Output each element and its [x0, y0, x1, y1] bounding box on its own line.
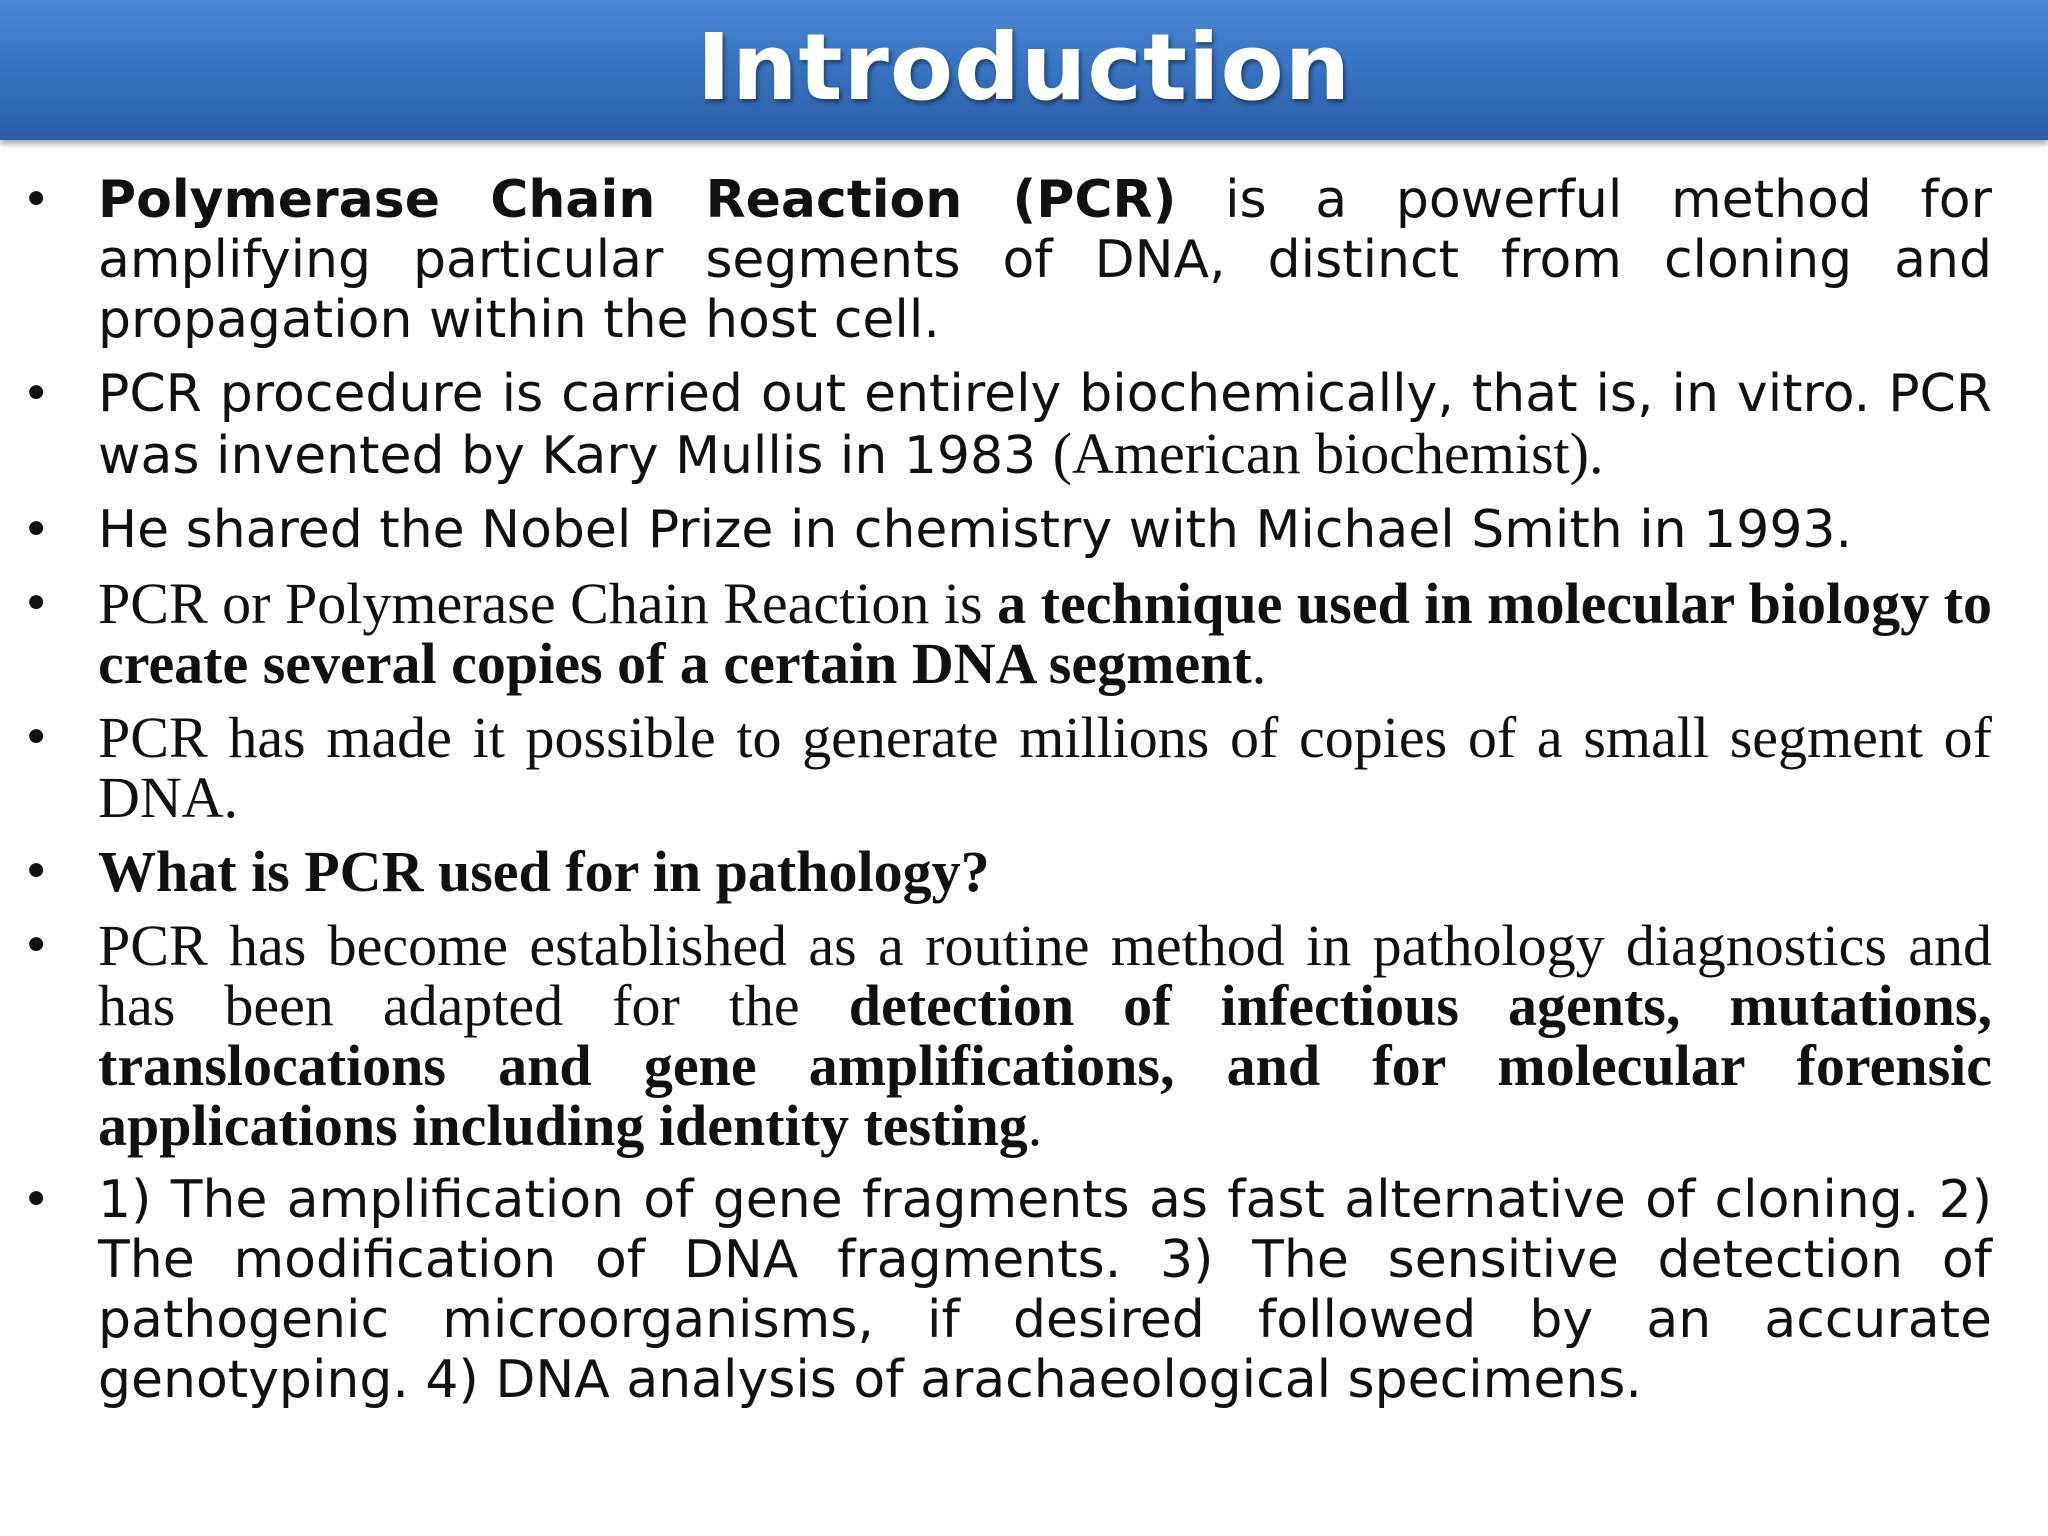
bullet-bold-text: Polymerase Chain Reaction (PCR) — [98, 170, 1177, 230]
bullet-bold-text: a technique used in molecular biology to create several copies of a certain DNA segment — [98, 571, 1992, 696]
bullet-item-applications — [0, 1170, 2048, 1410]
bullet-text: PCR or Polymerase Chain Reaction is — [98, 571, 998, 636]
bullet-item-pcr-copies — [0, 705, 2048, 830]
bullet-icon: • — [22, 1172, 51, 1228]
bullet-text: 1) The amplification of gene fragments as fast alternative of cloning. 2) The modification of DNA fragments. 3) The sensitive detection of pathogenic microorganisms, if desired followed by an accurate genotyping. 4) DNA analysis of arachaeological specimens. — [98, 1170, 1992, 1410]
bullet-icon: • — [22, 710, 51, 766]
bullet-item-pcr-definition — [0, 170, 2048, 350]
bullet-icon: • — [22, 918, 51, 974]
bullet-tail-text: . — [1027, 1093, 1043, 1158]
bullet-item-nobel-prize — [0, 500, 2048, 560]
slide-title: Introduction — [696, 13, 1352, 121]
bullet-icon: • — [22, 366, 51, 422]
bullet-tail-text: . — [1251, 631, 1267, 696]
bullet-text: He shared the Nobel Prize in chemistry with Michael Smith in 1993. — [98, 500, 1853, 560]
bullet-icon: • — [22, 502, 51, 558]
bullet-item-pathology-question — [0, 839, 2048, 904]
bullet-bold-text: What is PCR used for in pathology? — [98, 839, 990, 904]
bullet-icon: • — [22, 844, 51, 900]
bullet-icon: • — [22, 172, 51, 228]
bullet-item-pathology-use — [0, 913, 2048, 1158]
bullet-serif-text: (American biochemist). — [1052, 421, 1604, 486]
bullet-item-pcr-invention — [0, 364, 2048, 486]
bullet-text: PCR has made it possible to generate millions of copies of a small segment of DNA. — [98, 705, 1992, 830]
bullet-bold-text: detection of infectious agents, mutations, translocations and gene amplifications, and for molecular forensic applications including identity testing — [98, 973, 1992, 1158]
bullet-list — [0, 170, 2048, 1424]
bullet-text: is a powerful method for amplifying particular segments of DNA, distinct from cloning and propagation within the host cell. — [98, 170, 1992, 350]
title-bar — [0, 0, 2048, 140]
bullet-text: PCR procedure is carried out entirely biochemically, that is, in vitro. PCR was invented by Kary Mullis in 1983 — [98, 364, 1992, 486]
bullet-icon: • — [22, 576, 51, 632]
bullet-text: PCR has become established as a routine method in pathology diagnostics and has been adapted for the — [98, 913, 1992, 1038]
bullet-item-pcr-technique — [0, 571, 2048, 696]
